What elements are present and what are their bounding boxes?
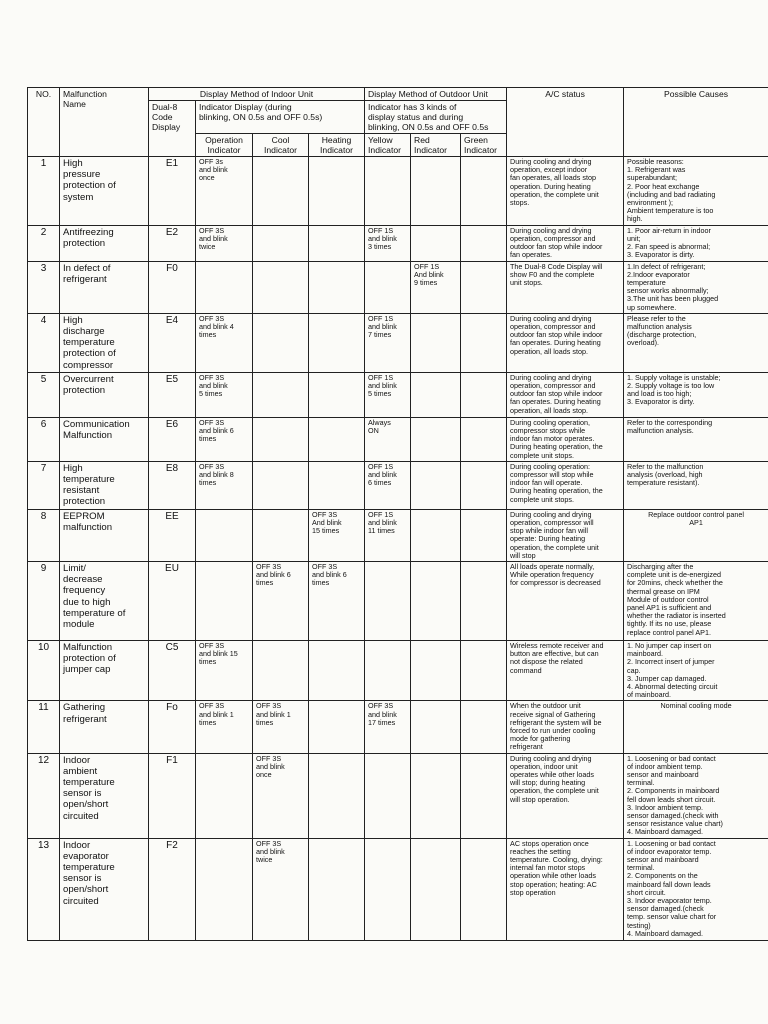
red-indicator-cell: OFF 1S And blink 9 times: [411, 261, 461, 313]
table-row: [28, 701, 768, 753]
operation-indicator-cell: [196, 753, 253, 838]
green-indicator-cell: [461, 640, 507, 700]
yellow-indicator-cell: [365, 261, 411, 313]
row-number: 1: [28, 157, 60, 226]
ac-status-cell: All loads operate normally, While operation frequency for compressor is decreased: [507, 561, 624, 640]
operation-indicator-cell: OFF 3S and blink 15 times: [196, 640, 253, 700]
yellow-indicator-cell: [365, 753, 411, 838]
header-ac-status: A/C status: [507, 88, 624, 157]
red-indicator-cell: [411, 701, 461, 753]
header-no: NO.: [28, 88, 60, 157]
cool-indicator-cell: [253, 509, 309, 561]
operation-indicator-cell: OFF 3S and blink 8 times: [196, 461, 253, 509]
header-heating-indicator: Heating Indicator: [309, 134, 365, 157]
yellow-indicator-cell: OFF 1S and blink 6 times: [365, 461, 411, 509]
heating-indicator-cell: OFF 3S And blink 15 times: [309, 509, 365, 561]
malfunction-name: In defect of refrigerant: [60, 261, 149, 313]
malfunction-name: Malfunction protection of jumper cap: [60, 640, 149, 700]
cool-indicator-cell: [253, 417, 309, 461]
operation-indicator-cell: OFF 3S and blink twice: [196, 225, 253, 261]
heating-indicator-cell: [309, 417, 365, 461]
malfunction-name: High temperature resistant protection: [60, 461, 149, 509]
ac-status-cell: The Dual-8 Code Display will show F0 and the complete unit stops.: [507, 261, 624, 313]
table-row: [28, 157, 768, 226]
yellow-indicator-cell: OFF 1S and blink 5 times: [365, 372, 411, 417]
heating-indicator-cell: [309, 838, 365, 940]
red-indicator-cell: [411, 417, 461, 461]
yellow-indicator-cell: [365, 561, 411, 640]
table-row: [28, 561, 768, 640]
red-indicator-cell: [411, 561, 461, 640]
operation-indicator-cell: OFF 3S and blink 1 times: [196, 701, 253, 753]
yellow-indicator-cell: OFF 3S and blink 17 times: [365, 701, 411, 753]
ac-status-cell: During cooling and drying operation, compressor and outdoor fan stop while indoor fan operates. During heating operation, all loads stop.: [507, 313, 624, 372]
row-number: 2: [28, 225, 60, 261]
row-number: 9: [28, 561, 60, 640]
row-number: 7: [28, 461, 60, 509]
cool-indicator-cell: OFF 3S and blink 6 times: [253, 561, 309, 640]
green-indicator-cell: [461, 461, 507, 509]
header-dual8-code: Dual-8 Code Display: [149, 101, 196, 157]
header-indicator-display: Indicator Display (during blinking, ON 0.5s and OFF 0.5s): [196, 101, 365, 134]
heating-indicator-cell: [309, 225, 365, 261]
cool-indicator-cell: [253, 461, 309, 509]
dual8-code: F1: [149, 753, 196, 838]
malfunction-name: Limit/ decrease frequency due to high temperature of module: [60, 561, 149, 640]
heating-indicator-cell: [309, 753, 365, 838]
dual8-code: E2: [149, 225, 196, 261]
row-number: 3: [28, 261, 60, 313]
possible-causes-cell: Discharging after the complete unit is de-energized for 20mins, check whether the thermal grease on IPM Module of outdoor control panel AP1 is sufficient and whether the radiator is inserted tightly. If its no use, please replace control panel AP1.: [624, 561, 768, 640]
yellow-indicator-cell: OFF 1S and blink 7 times: [365, 313, 411, 372]
dual8-code: EE: [149, 509, 196, 561]
table-row: [28, 261, 768, 313]
table-row: [28, 640, 768, 700]
red-indicator-cell: [411, 640, 461, 700]
header-yellow-indicator: Yellow Indicator: [365, 134, 411, 157]
dual8-code: C5: [149, 640, 196, 700]
operation-indicator-cell: OFF 3S and blink 6 times: [196, 417, 253, 461]
table-row: [28, 461, 768, 509]
green-indicator-cell: [461, 157, 507, 226]
ac-status-cell: During cooling and drying operation, except indoor fan operates, all loads stop operation. During heating operation, the complete unit stops.: [507, 157, 624, 226]
header-possible-causes: Possible Causes: [624, 88, 768, 157]
header-operation-indicator: Operation Indicator: [196, 134, 253, 157]
possible-causes-cell: 1. Loosening or bad contact of indoor evaporator temp. sensor and mainboard terminal. 2. Components on the mainboard fall down leads short circuit. 3. Indoor evaporator temp. sensor damaged.(check temp. sensor value chart for testing) 4. Mainboard damaged.: [624, 838, 768, 940]
green-indicator-cell: [461, 561, 507, 640]
green-indicator-cell: [461, 838, 507, 940]
cool-indicator-cell: [253, 640, 309, 700]
red-indicator-cell: [411, 461, 461, 509]
cool-indicator-cell: [253, 372, 309, 417]
ac-status-cell: During cooling operation, compressor stops while indoor fan motor operates. During heating operation, the complete unit stops.: [507, 417, 624, 461]
possible-causes-cell: Replace outdoor control panel AP1: [624, 509, 768, 561]
heating-indicator-cell: [309, 461, 365, 509]
yellow-indicator-cell: [365, 838, 411, 940]
row-number: 11: [28, 701, 60, 753]
heating-indicator-cell: [309, 313, 365, 372]
red-indicator-cell: [411, 509, 461, 561]
malfunction-name: High pressure protection of system: [60, 157, 149, 226]
green-indicator-cell: [461, 509, 507, 561]
cool-indicator-cell: [253, 225, 309, 261]
cool-indicator-cell: [253, 261, 309, 313]
malfunction-name: Indoor ambient temperature sensor is open/short circuited: [60, 753, 149, 838]
green-indicator-cell: [461, 417, 507, 461]
header-indoor-group: Display Method of Indoor Unit: [149, 88, 365, 101]
table-row: [28, 753, 768, 838]
table-row: [28, 372, 768, 417]
dual8-code: F2: [149, 838, 196, 940]
possible-causes-cell: Refer to the corresponding malfunction analysis.: [624, 417, 768, 461]
header-outdoor-indicator-desc: Indicator has 3 kinds of display status and during blinking, ON 0.5s and OFF 0.5s: [365, 101, 507, 134]
cool-indicator-cell: OFF 3S and blink once: [253, 753, 309, 838]
possible-causes-cell: 1. Loosening or bad contact of indoor ambient temp. sensor and mainboard terminal. 2. Components in mainboard fell down leads short circuit. 3. Indoor ambient temp. sensor damaged.(check with sensor resistance value chart) 4. Mainboard damaged.: [624, 753, 768, 838]
possible-causes-cell: Refer to the malfunction analysis (overload, high temperature resistant).: [624, 461, 768, 509]
cool-indicator-cell: [253, 157, 309, 226]
row-number: 12: [28, 753, 60, 838]
cool-indicator-cell: OFF 3S and blink 1 times: [253, 701, 309, 753]
possible-causes-cell: Please refer to the malfunction analysis (discharge protection, overload).: [624, 313, 768, 372]
heating-indicator-cell: [309, 372, 365, 417]
ac-status-cell: During cooling and drying operation, compressor and outdoor fan stop while indoor fan operates. During heating operation, all loads stop.: [507, 372, 624, 417]
heating-indicator-cell: [309, 261, 365, 313]
row-number: 4: [28, 313, 60, 372]
possible-causes-cell: 1. No jumper cap insert on mainboard. 2. Incorrect insert of jumper cap. 3. Jumper cap damaged. 4. Abnormal detecting circuit of mainboard.: [624, 640, 768, 700]
row-number: 5: [28, 372, 60, 417]
green-indicator-cell: [461, 225, 507, 261]
row-number: 13: [28, 838, 60, 940]
dual8-code: E1: [149, 157, 196, 226]
yellow-indicator-cell: Always ON: [365, 417, 411, 461]
red-indicator-cell: [411, 313, 461, 372]
red-indicator-cell: [411, 225, 461, 261]
ac-status-cell: AC stops operation once reaches the setting temperature. Cooling, drying: internal fan motor stops operation while other loads stop operation; heating: AC stop operation: [507, 838, 624, 940]
cool-indicator-cell: [253, 313, 309, 372]
dual8-code: Fo: [149, 701, 196, 753]
green-indicator-cell: [461, 753, 507, 838]
operation-indicator-cell: OFF 3S and blink 4 times: [196, 313, 253, 372]
operation-indicator-cell: [196, 838, 253, 940]
red-indicator-cell: [411, 372, 461, 417]
malfunction-table: [27, 87, 768, 941]
operation-indicator-cell: [196, 509, 253, 561]
yellow-indicator-cell: [365, 640, 411, 700]
possible-causes-cell: Possible reasons: 1. Refrigerant was superabundant; 2. Poor heat exchange (including and bad radiating environment ); Ambient temperature is too high.: [624, 157, 768, 226]
green-indicator-cell: [461, 313, 507, 372]
heating-indicator-cell: [309, 157, 365, 226]
ac-status-cell: During cooling and drying operation, compressor will stop while indoor fan will operate: During heating operation, the complete unit will stop: [507, 509, 624, 561]
green-indicator-cell: [461, 261, 507, 313]
red-indicator-cell: [411, 157, 461, 226]
malfunction-name: High discharge temperature protection of compressor: [60, 313, 149, 372]
heating-indicator-cell: OFF 3S and blink 6 times: [309, 561, 365, 640]
dual8-code: E5: [149, 372, 196, 417]
row-number: 8: [28, 509, 60, 561]
red-indicator-cell: [411, 838, 461, 940]
table-row: [28, 838, 768, 940]
malfunction-name: Gathering refrigerant: [60, 701, 149, 753]
row-number: 6: [28, 417, 60, 461]
operation-indicator-cell: OFF 3s and blink once: [196, 157, 253, 226]
operation-indicator-cell: OFF 3S and blink 5 times: [196, 372, 253, 417]
header-outdoor-group: Display Method of Outdoor Unit: [365, 88, 507, 101]
possible-causes-cell: 1.In defect of refrigerant; 2.Indoor evaporator temperature sensor works abnormally; 3.The unit has been plugged up somewhere.: [624, 261, 768, 313]
possible-causes-cell: Nominal cooling mode: [624, 701, 768, 753]
yellow-indicator-cell: [365, 157, 411, 226]
dual8-code: E8: [149, 461, 196, 509]
malfunction-name: EEPROM malfunction: [60, 509, 149, 561]
ac-status-cell: Wireless remote receiver and button are effective, but can not dispose the related command: [507, 640, 624, 700]
green-indicator-cell: [461, 372, 507, 417]
dual8-code: F0: [149, 261, 196, 313]
red-indicator-cell: [411, 753, 461, 838]
table-row: [28, 417, 768, 461]
dual8-code: EU: [149, 561, 196, 640]
ac-status-cell: When the outdoor unit receive signal of Gathering refrigerant the system will be forced to run under cooling mode for gathering refrigerant: [507, 701, 624, 753]
ac-status-cell: During cooling and drying operation, compressor and outdoor fan stop while indoor fan operates.: [507, 225, 624, 261]
malfunction-name: Indoor evaporator temperature sensor is open/short circuited: [60, 838, 149, 940]
ac-status-cell: During cooling operation: compressor will stop while indoor fan will operate. During heating operation, the complete unit stops.: [507, 461, 624, 509]
malfunction-name: Antifreezing protection: [60, 225, 149, 261]
header-red-indicator: Red Indicator: [411, 134, 461, 157]
header-green-indicator: Green Indicator: [461, 134, 507, 157]
dual8-code: E6: [149, 417, 196, 461]
heating-indicator-cell: [309, 640, 365, 700]
header-malfunction-name: Malfunction Name: [60, 88, 149, 157]
cool-indicator-cell: OFF 3S and blink twice: [253, 838, 309, 940]
green-indicator-cell: [461, 701, 507, 753]
table-row: [28, 313, 768, 372]
dual8-code: E4: [149, 313, 196, 372]
table-row: [28, 509, 768, 561]
malfunction-name: Communication Malfunction: [60, 417, 149, 461]
operation-indicator-cell: [196, 561, 253, 640]
yellow-indicator-cell: OFF 1S and blink 3 times: [365, 225, 411, 261]
operation-indicator-cell: [196, 261, 253, 313]
yellow-indicator-cell: OFF 1S and blink 11 times: [365, 509, 411, 561]
row-number: 10: [28, 640, 60, 700]
heating-indicator-cell: [309, 701, 365, 753]
ac-status-cell: During cooling and drying operation, indoor unit operates while other loads will stop; during heating operation, the complete unit will stop operation.: [507, 753, 624, 838]
malfunction-name: Overcurrent protection: [60, 372, 149, 417]
header-cool-indicator: Cool Indicator: [253, 134, 309, 157]
table-row: [28, 225, 768, 261]
possible-causes-cell: 1. Supply voltage is unstable; 2. Supply voltage is too low and load is too high; 3. Evaporator is dirty.: [624, 372, 768, 417]
possible-causes-cell: 1. Poor air-return in indoor unit; 2. Fan speed is abnormal; 3. Evaporator is dirty.: [624, 225, 768, 261]
